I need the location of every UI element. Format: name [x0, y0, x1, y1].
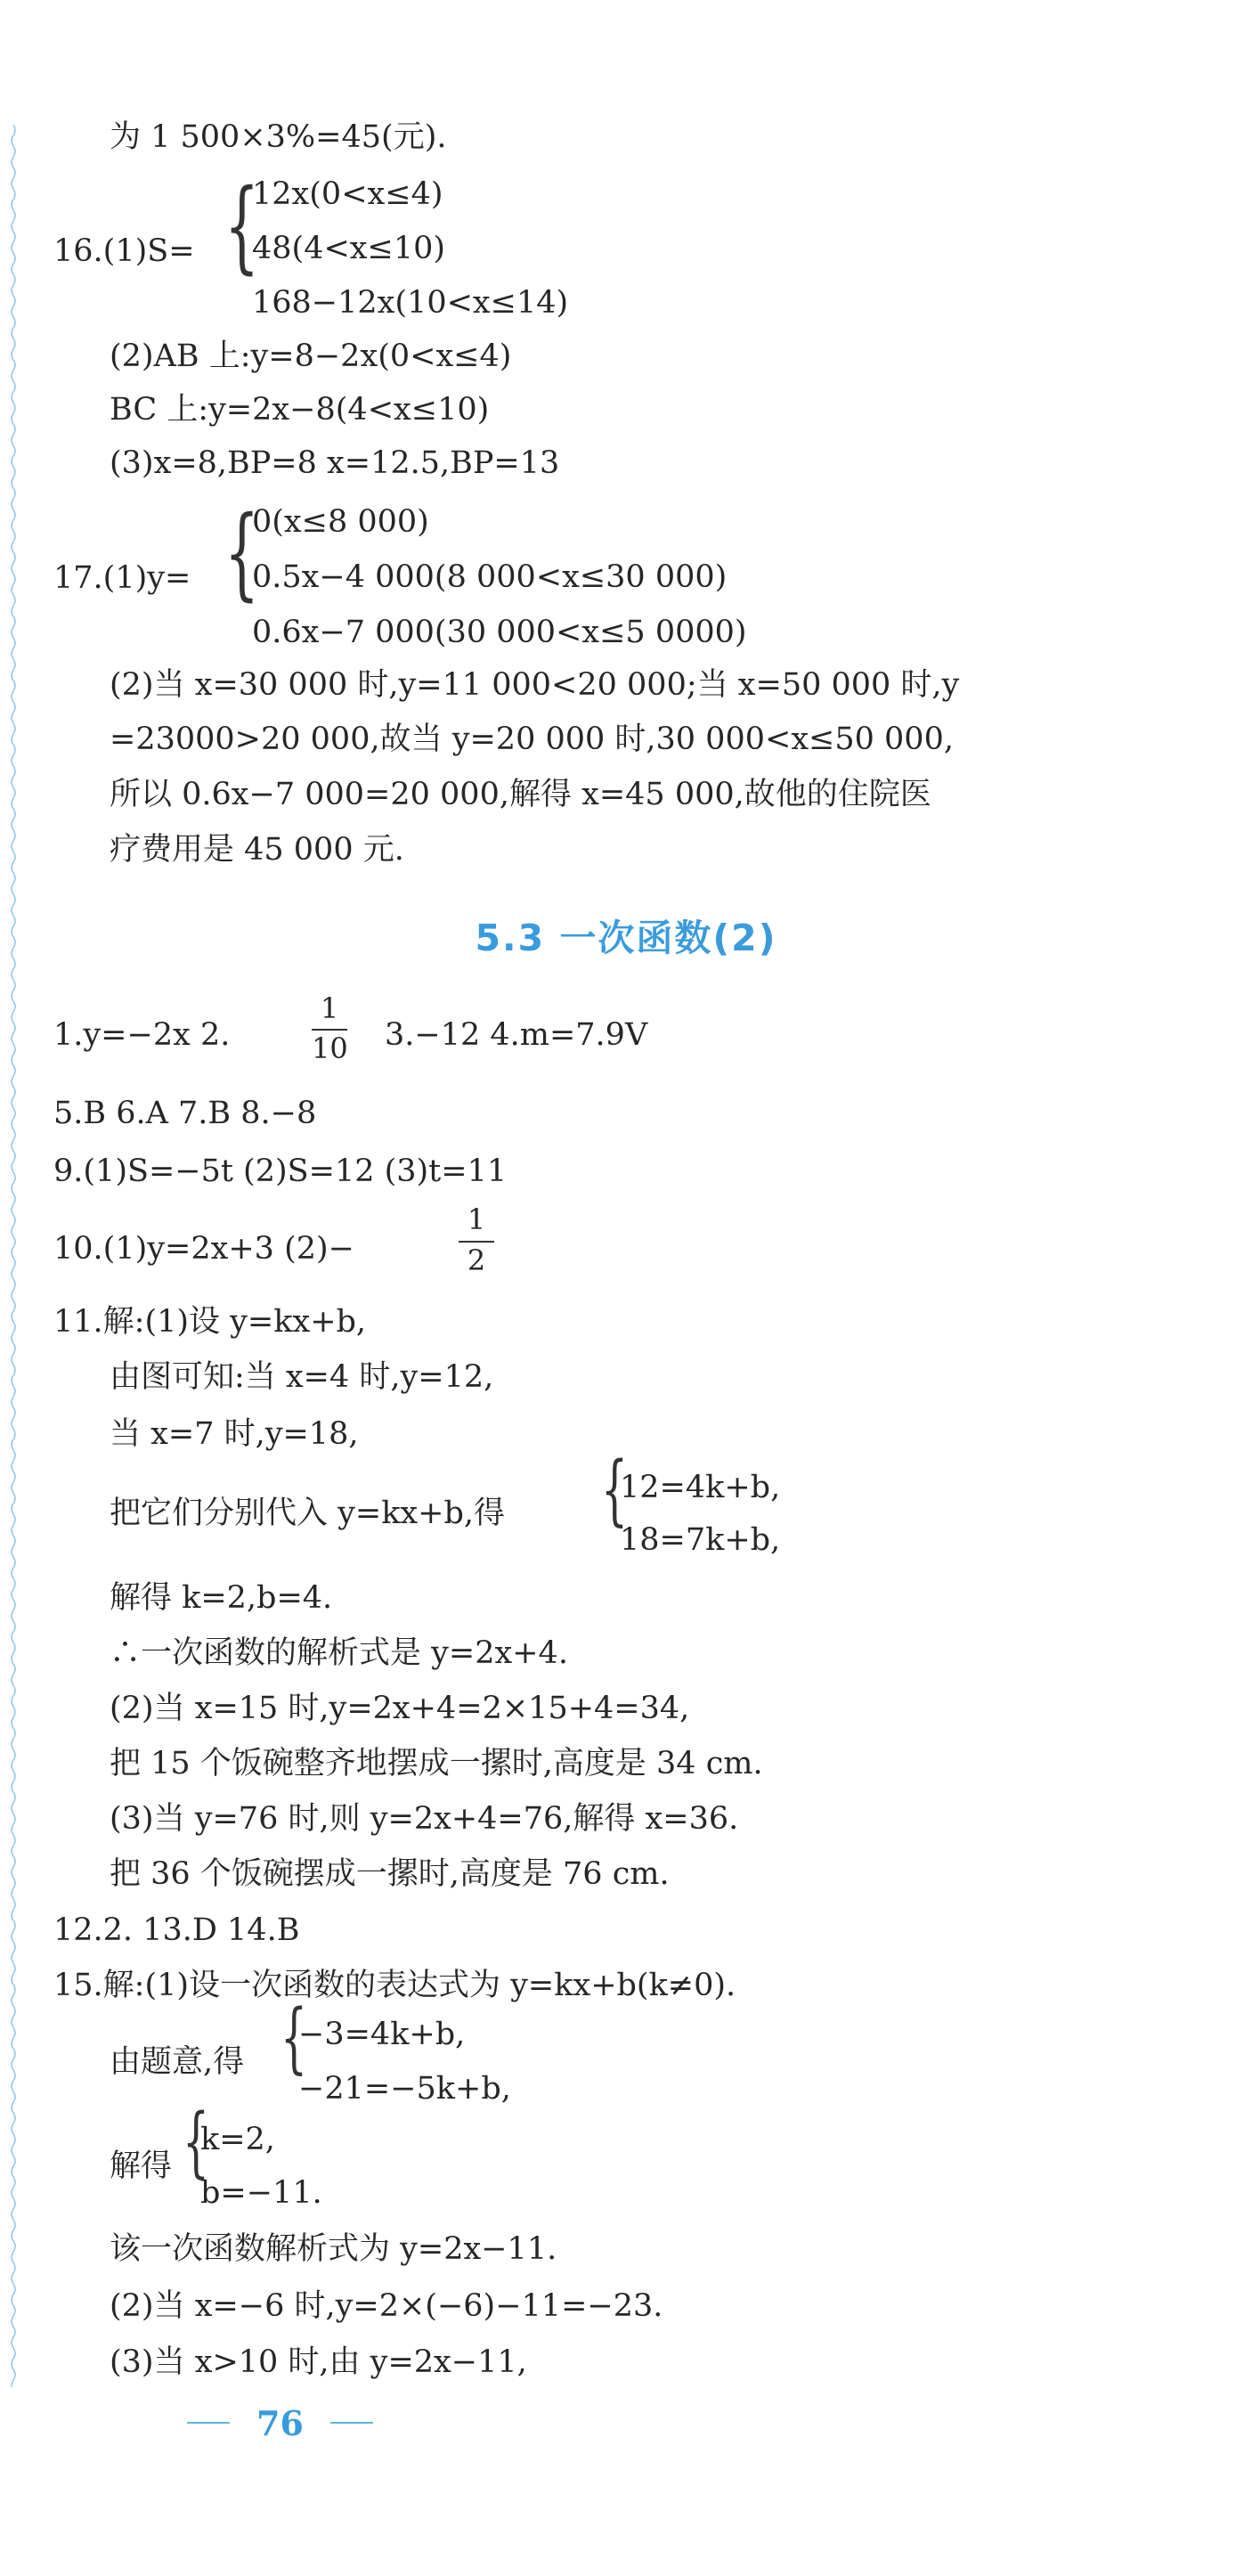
- text-line: BC 上:y=2x−8(4<x≤10): [110, 392, 490, 428]
- piecewise-case: 0(x≤8 000): [252, 504, 429, 540]
- piecewise-case: 0.6x−7 000(30 000<x≤5 0000): [252, 615, 747, 650]
- fraction-bar: [459, 1241, 494, 1243]
- system-equation: 18=7k+b,: [620, 1522, 781, 1558]
- text-line: 疗费用是 45 000 元.: [110, 832, 404, 868]
- brace: {: [224, 495, 260, 611]
- page-number: 76: [256, 2402, 304, 2443]
- brace: {: [601, 1446, 629, 1535]
- text-line: 1.y=−2x 2.: [53, 1017, 231, 1053]
- text-line: (3)x=8,BP=8 x=12.5,BP=13: [110, 445, 560, 481]
- piecewise-case: 168−12x(10<x≤14): [252, 285, 569, 321]
- text-line: 解得: [110, 2148, 173, 2184]
- brace: {: [280, 1993, 308, 2083]
- text-line: 9.(1)S=−5t (2)S=12 (3)t=11: [53, 1153, 508, 1189]
- text-line: ∴一次函数的解析式是 y=2x+4.: [110, 1635, 568, 1671]
- text-line: 为 1 500×3%=45(元).: [110, 119, 447, 155]
- system-equation: b=−11.: [200, 2175, 322, 2211]
- system-equation: −3=4k+b,: [298, 2017, 466, 2052]
- brace: {: [224, 168, 260, 284]
- decorative-wave-border: [9, 125, 18, 2387]
- footer-dash: [187, 2422, 230, 2424]
- fraction-numerator: 1: [467, 1202, 486, 1236]
- text-line: 由题意,得: [110, 2044, 245, 2080]
- fraction-denominator: 10: [312, 1031, 348, 1065]
- piecewise-case: 48(4<x≤10): [252, 231, 446, 266]
- text-line: 12.2. 13.D 14.B: [53, 1912, 300, 1948]
- brace: {: [183, 2098, 210, 2187]
- fraction-bar: [312, 1029, 347, 1031]
- text-line: 把它们分别代入 y=kx+b,得: [110, 1496, 506, 1531]
- text-line: 解得 k=2,b=4.: [110, 1580, 333, 1616]
- system-equation: k=2,: [200, 2122, 275, 2157]
- text-line: 所以 0.6x−7 000=20 000,解得 x=45 000,故他的住院医: [110, 777, 931, 812]
- text-line: (2)当 x=−6 时,y=2×(−6)−11=−23.: [110, 2288, 663, 2324]
- text-line: (2)AB 上:y=8−2x(0<x≤4): [110, 338, 512, 374]
- system-equation: −21=−5k+b,: [298, 2071, 511, 2107]
- text-line: 由图可知:当 x=4 时,y=12,: [110, 1359, 494, 1395]
- piecewise-case: 0.5x−4 000(8 000<x≤30 000): [252, 559, 728, 595]
- text-line: 该一次函数解析式为 y=2x−11.: [110, 2231, 557, 2267]
- text-line: (2)当 x=30 000 时,y=11 000<20 000;当 x=50 000 时,y: [110, 667, 960, 703]
- text-line: =23000>20 000,故当 y=20 000 时,30 000<x≤50 000,: [110, 721, 954, 757]
- text-line: 11.解:(1)设 y=kx+b,: [53, 1304, 367, 1340]
- text-line: 把 15 个饭碗整齐地摆成一摞时,高度是 34 cm.: [110, 1746, 763, 1781]
- text-line: 3.−12 4.m=7.9V: [385, 1017, 648, 1053]
- section-title: 5.3 一次函数(2): [475, 917, 777, 959]
- page-footer: [187, 2401, 373, 2445]
- text-line: (2)当 x=15 时,y=2x+4=2×15+4=34,: [110, 1691, 690, 1726]
- piecewise-case: 12x(0<x≤4): [252, 176, 443, 212]
- text-line: (3)当 y=76 时,则 y=2x+4=76,解得 x=36.: [110, 1801, 739, 1837]
- text-line: 把 36 个饭碗摆成一摞时,高度是 76 cm.: [110, 1856, 670, 1892]
- system-equation: 12=4k+b,: [620, 1470, 781, 1505]
- question-16-label: 16.(1)S=: [53, 233, 195, 269]
- footer-dash: [330, 2422, 373, 2424]
- fraction-numerator: 1: [320, 991, 339, 1025]
- text-line: 15.解:(1)设一次函数的表达式为 y=kx+b(k≠0).: [53, 1968, 736, 2003]
- fraction-denominator: 2: [467, 1243, 486, 1277]
- text-line: 5.B 6.A 7.B 8.−8: [53, 1096, 317, 1131]
- text-line: 当 x=7 时,y=18,: [110, 1416, 359, 1452]
- text-line: 10.(1)y=2x+3 (2)−: [53, 1231, 354, 1267]
- text-line: (3)当 x>10 时,由 y=2x−11,: [110, 2344, 527, 2380]
- question-17-label: 17.(1)y=: [53, 560, 191, 596]
